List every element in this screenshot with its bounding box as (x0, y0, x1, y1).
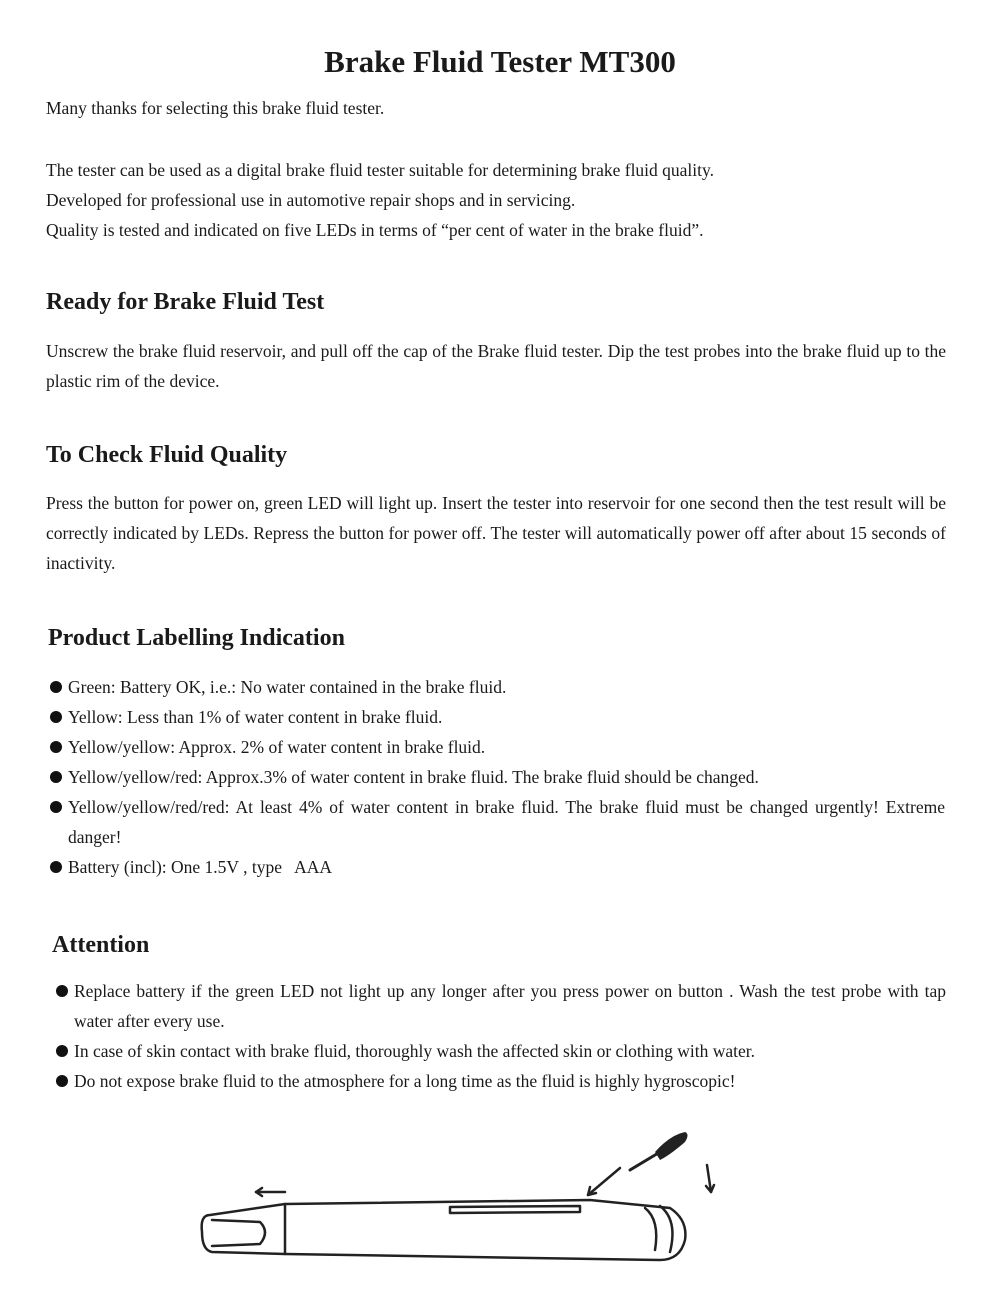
list-item: Yellow/yellow/red: Approx.3% of water content in brake fluid. The brake fluid should be changed. (50, 762, 945, 792)
list-item: Do not expose brake fluid to the atmosphere for a long time as the fluid is highly hygroscopic! (56, 1066, 946, 1096)
description-line: Quality is tested and indicated on five LEDs in terms of “per cent of water in the brake fluid”. (46, 220, 704, 240)
description-block (46, 155, 946, 245)
attention-list (56, 976, 946, 1096)
bullet-icon (56, 1075, 68, 1087)
tester-illustration (190, 1120, 750, 1280)
list-item: Yellow/yellow: Approx. 2% of water content in brake fluid. (50, 732, 945, 762)
description-line: The tester can be used as a digital brake fluid tester suitable for determining brake fluid quality. (46, 160, 715, 180)
tester-pen-icon (202, 1200, 686, 1260)
arrow-down-icon (706, 1165, 714, 1192)
bullet-icon (56, 1045, 68, 1057)
list-item: Battery (incl): One 1.5V , type AAA (50, 852, 945, 882)
section-body-check-quality: Press the button for power on, green LED will light up. Insert the tester into reservoir for one second then the test result will be correctly indicated by LEDs. Repress the button for power off. The tester will automatically power off after about 15 seconds of inactivity. (46, 493, 946, 573)
section-heading-ready: Ready for Brake Fluid Test (46, 289, 325, 315)
list-item: Yellow: Less than 1% of water content in brake fluid. (50, 702, 945, 732)
intro-text: Many thanks for selecting this brake fluid tester. (46, 98, 385, 118)
bullet-icon (56, 985, 68, 997)
section-heading-attention: Attention (52, 932, 150, 958)
bullet-icon (50, 861, 62, 873)
list-item: Replace battery if the green LED not light up any longer after you press power on button . Wash the test probe with tap water after every use. (56, 976, 946, 1036)
arrow-left-icon (256, 1188, 285, 1196)
bullet-icon (50, 681, 62, 693)
screwdriver-icon (630, 1132, 688, 1170)
list-item: Yellow/yellow/red/red: At least 4% of water content in brake fluid. The brake fluid must be changed urgently! Extreme danger! (50, 792, 945, 852)
section-heading-labelling: Product Labelling Indication (48, 625, 345, 651)
list-item: Green: Battery OK, i.e.: No water contained in the brake fluid. (50, 672, 945, 702)
bullet-icon (50, 801, 62, 813)
bullet-icon (50, 741, 62, 753)
section-body-ready: Unscrew the brake fluid reservoir, and pull off the cap of the Brake fluid tester. Dip the test probes into the brake fluid up to the plastic rim of the device. (46, 341, 946, 391)
list-item: In case of skin contact with brake fluid, thoroughly wash the affected skin or clothing with water. (56, 1036, 946, 1066)
section-heading-check-quality: To Check Fluid Quality (46, 442, 288, 468)
bullet-icon (50, 771, 62, 783)
description-line: Developed for professional use in automotive repair shops and in servicing. (46, 190, 576, 210)
labelling-list (50, 672, 945, 882)
bullet-icon (50, 711, 62, 723)
page-title: Brake Fluid Tester MT300 (324, 44, 676, 79)
